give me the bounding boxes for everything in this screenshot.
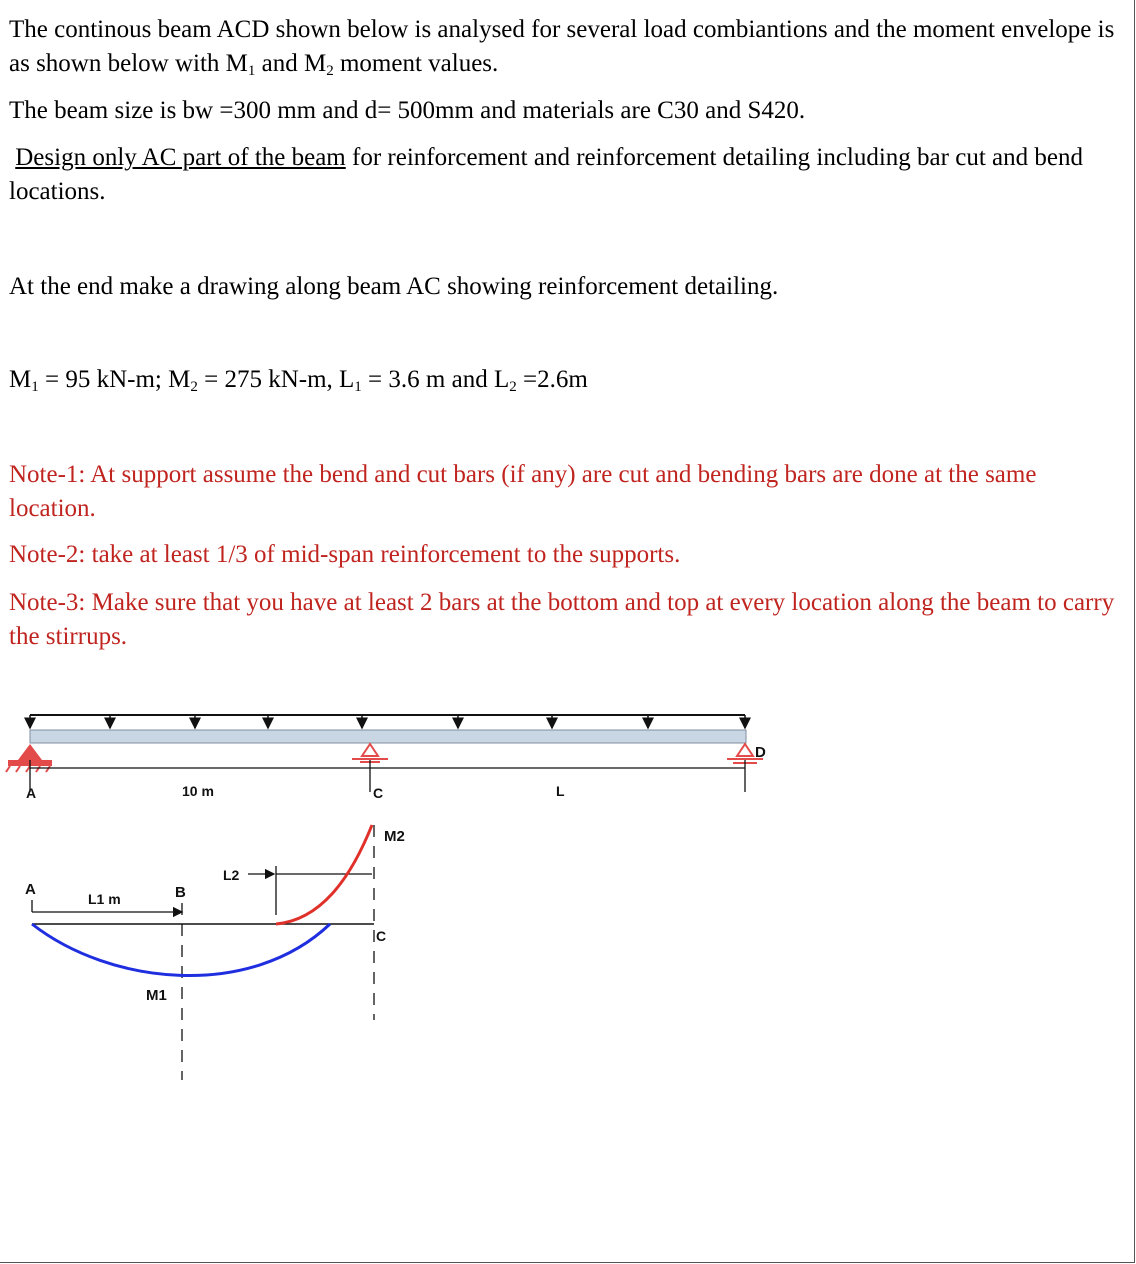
moment-envelope xyxy=(32,825,374,1080)
label-c: C xyxy=(373,785,384,801)
env-label-l1: L1 m xyxy=(88,891,121,907)
distributed-load xyxy=(30,715,745,728)
beam-figure xyxy=(0,700,1136,1100)
positive-moment-curve xyxy=(32,924,330,976)
env-label-a: A xyxy=(25,881,36,898)
beam xyxy=(30,730,746,743)
dimension-line xyxy=(30,760,745,792)
design-paragraph: Design only AC part of the beam for reinforcement and reinforcement detailing including bar cut and bend locations. xyxy=(9,144,1083,205)
env-label-m1: M1 xyxy=(146,987,167,1004)
env-label-b: B xyxy=(175,884,186,901)
note-2: Note-2: take at least 1/3 of mid-span reinforcement to the supports. xyxy=(9,541,681,568)
intro-paragraph: The continous beam ACD shown below is analysed for several load combiantions and the moment envelope is as shown below with $M_1$ and $M_2$ moment values. xyxy=(9,16,1115,79)
label-d: D xyxy=(755,744,766,761)
given-values: $M_1 = 95$ kN-m; $M_2 = 275$ kN-m, $L_1 = 3.6$ m and $L_2 =2.6m$ xyxy=(9,366,588,395)
drawing-paragraph: At the end make a drawing along beam AC showing reinforcement detailing. xyxy=(9,273,779,300)
support-c xyxy=(352,744,388,762)
note-3: Note-3: Make sure that you have at least 2 bars at the bottom and top at every location along the beam to carry the stirrups. xyxy=(9,589,1115,650)
env-label-l2: L2 xyxy=(223,867,240,883)
note-1: Note-1: At support assume the bend and cut bars (if any) are cut and bending bars are done at the same location. xyxy=(9,461,1037,522)
label-span-ac: 10 m xyxy=(182,783,214,799)
env-label-m2: M2 xyxy=(384,828,405,845)
beam-size-paragraph: The beam size is bw =300 mm and d= 500mm and materials are C30 and S420. xyxy=(9,97,806,124)
label-a: A xyxy=(26,785,37,801)
label-span-cd: L xyxy=(556,783,565,799)
env-label-c: C xyxy=(376,928,387,944)
